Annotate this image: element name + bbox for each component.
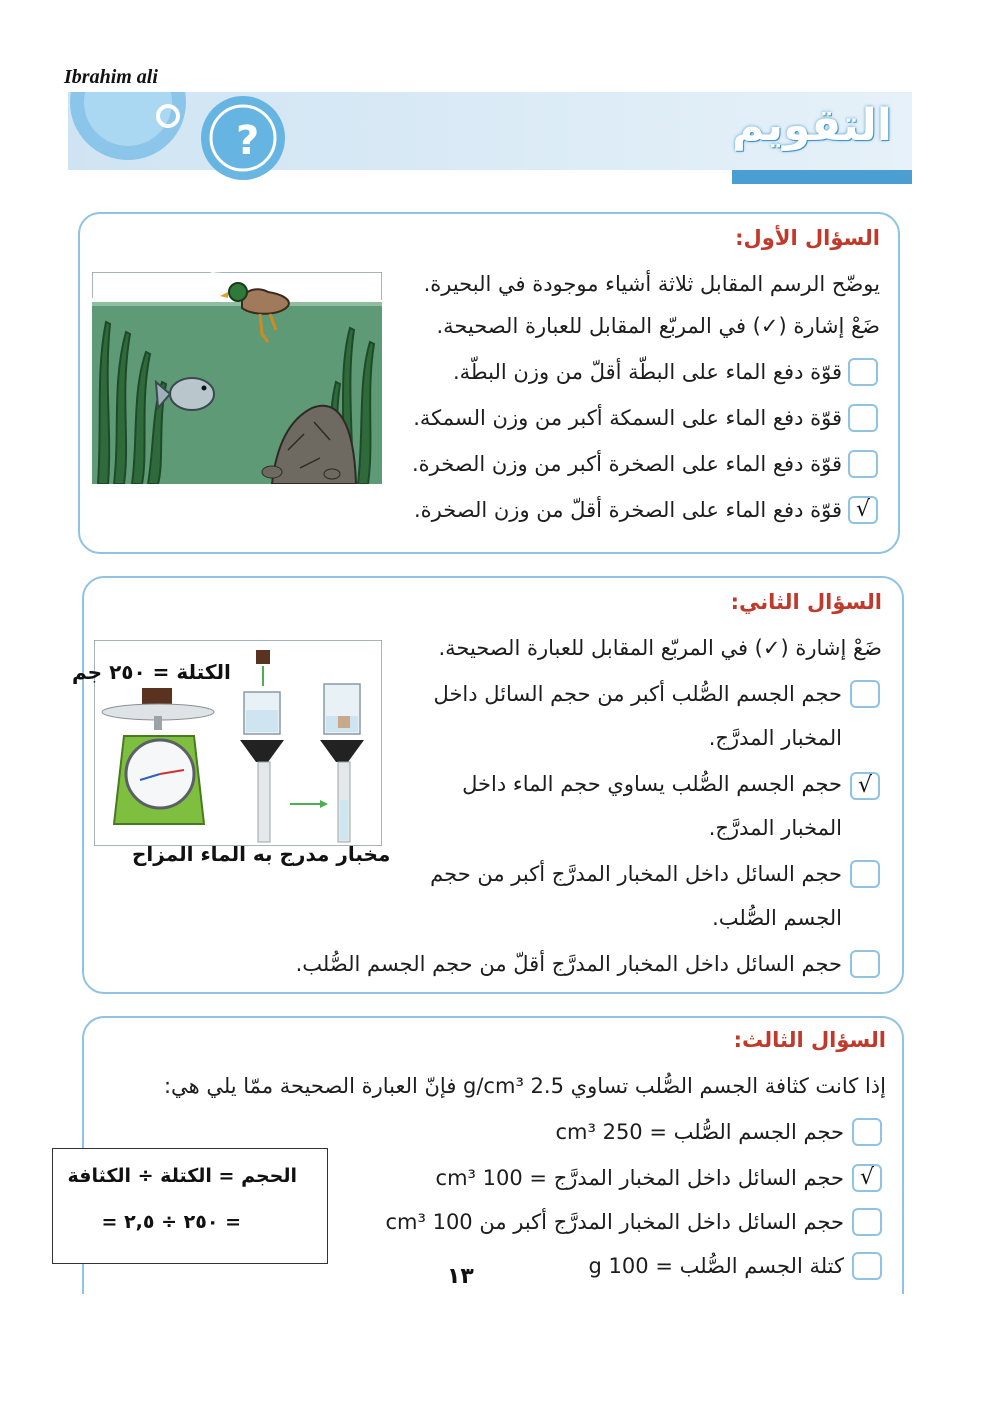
cylinder-annotation: مخبار مدرج به الماء المزاح bbox=[132, 842, 391, 866]
q3-option-text: كتلة الجسم الصُّلب = 100 g bbox=[588, 1254, 844, 1278]
lake-illustration bbox=[92, 272, 382, 484]
q2-option-text: حجم السائل داخل المخبار المدرَّج أكبر من حجم bbox=[430, 862, 842, 886]
svg-text:?: ? bbox=[236, 118, 260, 164]
page-title: التقويم bbox=[732, 100, 892, 151]
q1-option-checkbox[interactable] bbox=[848, 450, 878, 478]
q1-option-checkbox[interactable] bbox=[848, 404, 878, 432]
question-2-intro: ضَعْ إشارة (✓) في المربّع المقابل للعبارة الصحيحة. bbox=[438, 636, 882, 660]
question-1-title: السؤال الأول: bbox=[735, 226, 880, 250]
q1-option-checkbox[interactable]: √ bbox=[848, 496, 878, 524]
page-number: ١٣ bbox=[447, 1264, 474, 1289]
q2-option-text: الجسم الصُّلب. bbox=[712, 906, 842, 930]
question-1-intro-line: ضَعْ إشارة (✓) في المربّع المقابل للعبارة الصحيحة. bbox=[436, 314, 880, 338]
q2-option-checkbox[interactable] bbox=[850, 860, 880, 888]
q3-option-text: حجم الجسم الصُّلب = 250 cm³ bbox=[555, 1120, 844, 1144]
q2-option-text: حجم السائل داخل المخبار المدرَّج أقلّ من حجم الجسم الصُّلب. bbox=[295, 952, 842, 976]
calculation-formula: الحجم = الكتلة ÷ الكثافة bbox=[67, 1165, 297, 1187]
q3-option-text: حجم السائل داخل المخبار المدرَّج = 100 cm³ bbox=[435, 1166, 844, 1190]
q1-option-text: قوّة دفع الماء على الصخرة أقلّ من وزن الصخرة. bbox=[413, 498, 842, 522]
q2-option-checkbox[interactable]: √ bbox=[850, 772, 880, 800]
q3-option-checkbox[interactable] bbox=[852, 1208, 882, 1236]
question-3-title: السؤال الثالث: bbox=[733, 1028, 886, 1052]
q1-option-text: قوّة دفع الماء على البطّة أقلّ من وزن البطّة. bbox=[453, 360, 842, 384]
q2-option-text: حجم الجسم الصُّلب أكبر من حجم السائل داخل bbox=[433, 682, 842, 706]
q2-option-checkbox[interactable] bbox=[850, 680, 880, 708]
author-name: Ibrahim ali bbox=[64, 66, 158, 88]
q1-option-checkbox[interactable] bbox=[848, 358, 878, 386]
q1-option-text: قوّة دفع الماء على السمكة أكبر من وزن السمكة. bbox=[413, 406, 842, 430]
q2-option-text: المخبار المدرَّج. bbox=[708, 816, 842, 840]
q3-option-checkbox[interactable]: √ bbox=[852, 1164, 882, 1192]
mass-annotation: الكتلة = ٢٥٠ جم bbox=[72, 660, 231, 684]
q2-option-text: المخبار المدرَّج. bbox=[708, 726, 842, 750]
question-3-intro: إذا كانت كثافة الجسم الصُّلب تساوي 2.5 g/cm³ فإنّ العبارة الصحيحة ممّا يلي هي: bbox=[163, 1074, 886, 1098]
q3-option-checkbox[interactable] bbox=[852, 1252, 882, 1280]
question-1-intro-line: يوضّح الرسم المقابل ثلاثة أشياء موجودة في البحيرة. bbox=[423, 272, 880, 296]
q3-option-checkbox[interactable] bbox=[852, 1118, 882, 1146]
calculation-steps: = ٢٥٠ ÷ ٢,٥ = bbox=[101, 1211, 241, 1233]
q1-option-text: قوّة دفع الماء على الصخرة أكبر من وزن الصخرة. bbox=[411, 452, 842, 476]
q2-option-checkbox[interactable] bbox=[850, 950, 880, 978]
q3-option-text: حجم السائل داخل المخبار المدرَّج أكبر من 100 cm³ bbox=[385, 1210, 844, 1234]
q2-option-text: حجم الجسم الصُّلب يساوي حجم الماء داخل bbox=[462, 772, 842, 796]
calculation-box bbox=[52, 1148, 328, 1264]
question-2-title: السؤال الثاني: bbox=[730, 590, 882, 614]
